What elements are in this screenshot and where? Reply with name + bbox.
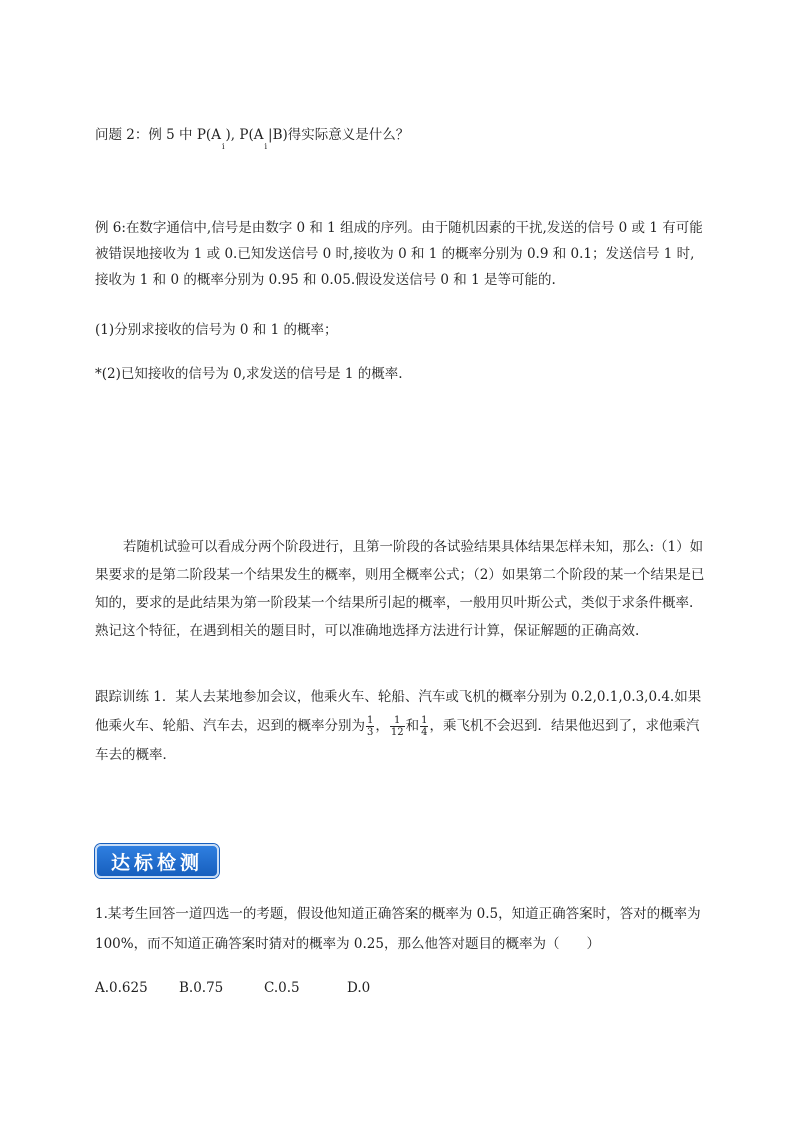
q2-text-end: |B)得实际意义是什么？ <box>268 127 410 143</box>
example-6-question-2: *(2)已知接收的信号为 0,求发送的信号是 1 的概率. <box>95 366 403 382</box>
option-c[interactable]: C.0.5 <box>264 980 300 996</box>
subscript-i: i <box>221 142 225 151</box>
separator: ， <box>375 718 389 734</box>
fraction-one-fourth <box>420 715 428 738</box>
numerator: 1 <box>421 715 428 726</box>
option-b[interactable]: B.0.75 <box>179 980 224 996</box>
question-2 <box>95 122 705 150</box>
denominator: 4 <box>421 727 428 738</box>
numerator: 1 <box>367 715 374 726</box>
q2-text-start: 问题 2：例 5 中 P(A <box>95 127 221 143</box>
fraction-one-third <box>366 715 374 738</box>
fraction-one-twelfth <box>390 715 405 738</box>
test-question-1: 1.某考生回答一道四选一的考题，假设他知道正确答案的概率为 0.5，知道正确答案时，答对的概率为 100%，而不知道正确答案时猜对的概率为 0.25，那么他答对题目的概率为（ ） <box>95 906 701 952</box>
option-a[interactable]: A.0.625 <box>95 980 148 996</box>
numerator: 1 <box>390 715 405 727</box>
option-d[interactable]: D.0 <box>347 980 371 996</box>
denominator: 3 <box>367 727 374 738</box>
summary-paragraph: 若随机试验可以看成分两个阶段进行，且第一阶段的各试验结果具体结果怎样未知，那么:（1）如果要求的是第二阶段某一个结果发生的概率，则用全概率公式；（2）如果第二个阶段的某一个结果是已知的，要求的是此结果为第一阶段某一个结果所引起的概率，一般用贝叶斯公式，类似于求条件概率. 熟记这个特征，在遇到相关的题目时，可以准确地选择方法进行计算，保证解题的正确高效. <box>95 539 705 639</box>
section-banner: 达标检测 <box>95 844 219 878</box>
answer-options <box>95 976 370 1000</box>
example-6-text: 例 6:在数字通信中,信号是由数字 0 和 1 组成的序列。由于随机因素的干扰,发送的信号 0 或 1 有可能被错误地接收为 1 或 0.已知发送信号 0 时,接收为 0 和 1 的概率分别为 0.9 和 0.1；发送信号 1 时,接收为 1 和 0 的概率分别为 0.95 和 0.05.假设发送信号 0 和 1 是等可能的. <box>95 220 703 288</box>
denominator: 12 <box>390 727 404 738</box>
subscript-i: i <box>264 142 268 151</box>
q2-text-mid: ), P(A <box>225 127 264 143</box>
tracking-text-end: ，乘飞机不会迟到．结果他迟到了，求他乘汽车去的概率． <box>95 718 700 763</box>
tracking-exercise-1 <box>95 683 705 770</box>
example-6-question-1: (1)分别求接收的信号为 0 和 1 的概率； <box>95 322 338 338</box>
separator: 和 <box>405 718 420 734</box>
tracking-text-start: 跟踪训练 1．某人去某地参加会议，他乘火车、轮船、汽车或飞机的概率分别为 0.2,0.1,0.3,0.4.如果他乘火车、轮船、汽车去，迟到的概率分别为 <box>95 689 702 734</box>
